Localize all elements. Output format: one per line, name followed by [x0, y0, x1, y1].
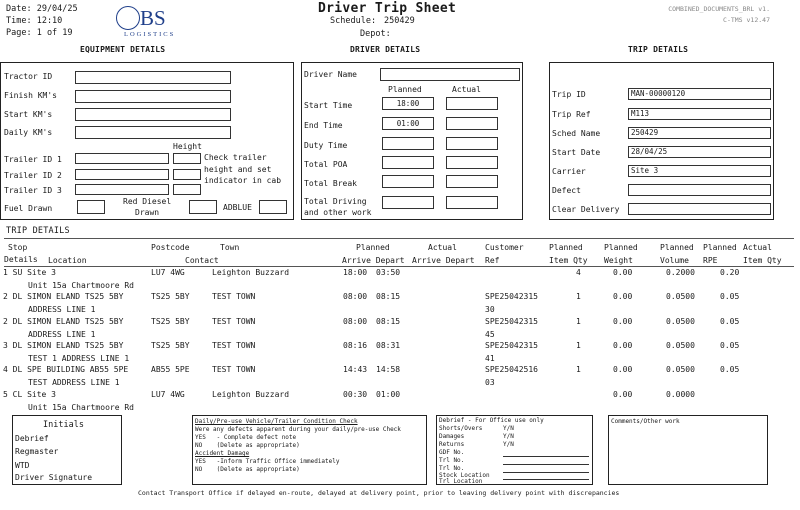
row-qty: 1	[576, 292, 581, 301]
row-town: TEST TOWN	[212, 317, 256, 326]
start-date-field[interactable]	[628, 146, 771, 158]
fuel-drawn-label: Fuel Drawn	[4, 204, 53, 213]
adblue-field[interactable]	[259, 200, 287, 214]
finish-kms-label: Finish KM's	[4, 91, 57, 100]
row-qty: 4	[576, 268, 581, 277]
row-arrive: 14:43	[343, 365, 368, 374]
trip-details-table-title: TRIP DETAILS	[6, 226, 70, 236]
tractor-id-label: Tractor ID	[4, 72, 53, 81]
col-actual-arrive-depart: Arrive Depart	[412, 256, 475, 265]
total-driving-label	[304, 196, 371, 218]
trip-ref-field[interactable]	[628, 108, 771, 120]
row-postcode: TS25 5BY	[151, 341, 190, 350]
equipment-panel	[0, 62, 294, 220]
schedule-value: 250429	[384, 16, 415, 26]
fuel-drawn-field[interactable]	[77, 200, 105, 214]
total-driving-label-line: and other work	[304, 208, 372, 217]
row-customer-ref: SPE25042516	[485, 365, 538, 374]
trl-location-label: Trl Location	[439, 478, 483, 485]
col-item-qty: Item Qty	[549, 256, 588, 265]
row-customer-ref-cont: 30	[485, 305, 495, 314]
initials-panel	[12, 415, 122, 485]
row-depart: 03:50	[376, 268, 401, 277]
comments-panel[interactable]	[608, 415, 768, 485]
defect-label: Defect	[552, 186, 581, 195]
row-town: TEST TOWN	[212, 365, 256, 374]
trailer-id-3-label: Trailer ID 3	[4, 186, 62, 195]
duty-time-actual-field[interactable]	[446, 137, 498, 150]
row-postcode: AB55 5PE	[151, 365, 190, 374]
trl-no-2-line[interactable]	[503, 472, 589, 473]
total-driving-actual-field[interactable]	[446, 196, 498, 209]
equipment-section-title: EQUIPMENT DETAILS	[80, 45, 166, 54]
col-actual: Actual	[428, 243, 457, 252]
row-weight: 0.00	[613, 292, 633, 301]
table-top-divider	[4, 238, 794, 239]
row-postcode: LU7 4WG	[151, 268, 185, 277]
row-qty: 1	[576, 341, 581, 350]
row-weight: 0.00	[613, 317, 633, 326]
row-rpe: 0.20	[720, 268, 740, 277]
total-break-planned-field[interactable]	[382, 175, 434, 188]
trl-no-1-line[interactable]	[503, 464, 589, 465]
trailer-id-1-field[interactable]	[75, 153, 169, 164]
damages-yn: Y/N	[503, 433, 514, 440]
table-header-divider	[4, 266, 794, 267]
total-poa-label: Total POA	[304, 160, 348, 169]
trip-id-value: MAN-00000120	[631, 89, 686, 98]
logo-sub-text: LOGISTICS	[124, 31, 176, 38]
start-date-label: Start Date	[552, 148, 601, 157]
row-depart: 08:15	[376, 292, 401, 301]
accident-damage-title: Accident Damage	[195, 450, 250, 457]
end-time-planned-field[interactable]	[382, 117, 434, 130]
tractor-id-field[interactable]	[75, 71, 231, 84]
col-planned-item: Planned	[549, 243, 583, 252]
row-address: TEST ADDRESS LINE 1	[28, 378, 120, 387]
row-depart: 14:58	[376, 365, 401, 374]
col-planned-volume: Planned	[660, 243, 694, 252]
row-town: TEST TOWN	[212, 341, 256, 350]
end-time-label: End Time	[304, 121, 343, 130]
row-depart: 01:00	[376, 390, 401, 399]
row-arrive: 18:00	[343, 268, 368, 277]
col-customer: Customer	[485, 243, 524, 252]
trailer-id-3-field[interactable]	[75, 184, 169, 195]
print-time: Time: 12:10	[6, 16, 63, 26]
row-customer-ref: SPE25042315	[485, 292, 538, 301]
row-volume: 0.0500	[666, 317, 695, 326]
trip-ref-value: M113	[631, 109, 650, 118]
row-depart: 08:31	[376, 341, 401, 350]
duty-time-planned-field[interactable]	[382, 137, 434, 150]
damages-label: Damages	[439, 433, 465, 440]
clear-delivery-label: Clear Delivery	[552, 205, 620, 214]
col-volume: Volume	[660, 256, 689, 265]
defect-field[interactable]	[628, 184, 771, 196]
col-actual-item: Actual	[743, 243, 772, 252]
initials-title: Initials	[43, 420, 84, 430]
condition-check-no: NO (Delete as appropriate)	[195, 442, 300, 449]
comments-title: Comments/Other work	[611, 418, 680, 425]
page-indicator: Page: 1 of 19	[6, 28, 73, 38]
row-stop: 2 DL SIMON ELAND TS25 5BY	[3, 317, 124, 326]
total-poa-planned-field[interactable]	[382, 156, 434, 169]
trailer-2-height-field[interactable]	[173, 169, 201, 180]
col-town: Town	[220, 243, 240, 252]
row-customer-ref-cont: 41	[485, 354, 495, 363]
row-volume: 0.0500	[666, 341, 695, 350]
print-date: Date: 29/04/25	[6, 4, 78, 14]
red-diesel-label	[123, 196, 171, 218]
document-code: COMBINED_DOCUMENTS_BRL v1.	[668, 5, 770, 13]
row-address: Unit 15a Chartmoore Rd	[28, 403, 134, 412]
condition-check-question: Were any defects apparent during your daily/pre-use Check	[195, 426, 401, 433]
gdf-label: GDF No.	[439, 449, 465, 456]
trailer-3-height-field[interactable]	[173, 184, 201, 195]
col-weight: Weight	[604, 256, 633, 265]
driver-name-field[interactable]	[380, 68, 520, 81]
col-planned: Planned	[356, 243, 390, 252]
row-rpe: 0.05	[720, 341, 740, 350]
returns-label: Returns	[439, 441, 465, 448]
trip-panel	[549, 62, 774, 220]
col-planned-rpe: Planned	[703, 243, 737, 252]
row-postcode: LU7 4WG	[151, 390, 185, 399]
row-stop: 3 DL SIMON ELAND TS25 5BY	[3, 341, 124, 350]
row-stop: 5 CL Site 3	[3, 390, 56, 399]
col-location: Location	[48, 256, 87, 265]
trip-section-title: TRIP DETAILS	[628, 45, 689, 54]
row-qty: 1	[576, 365, 581, 374]
trl-no-2-label: Trl No.	[439, 465, 465, 472]
total-break-label: Total Break	[304, 179, 357, 188]
driver-section-title: DRIVER DETAILS	[350, 45, 421, 54]
trailer-id-2-field[interactable]	[75, 169, 169, 180]
total-driving-label-line: Total Driving	[304, 197, 367, 206]
row-rpe: 0.05	[720, 292, 740, 301]
returns-yn: Y/N	[503, 441, 514, 448]
actual-column-label: Actual	[452, 85, 481, 94]
red-diesel-label-line: Red Diesel	[123, 197, 172, 206]
row-arrive: 08:00	[343, 292, 368, 301]
row-address: ADDRESS LINE 1	[28, 330, 96, 339]
end-time-planned-value: 01:00	[396, 119, 420, 128]
row-weight: 0.00	[613, 268, 633, 277]
height-check-note-line: Check trailer	[204, 153, 267, 162]
condition-check-title: Daily/Pre-use Vehicle/Trailer Condition Check	[195, 418, 358, 425]
col-contact: Contact	[185, 256, 219, 265]
accident-damage-no: NO (Delete as appropriate)	[195, 466, 300, 473]
row-customer-ref-cont: 45	[485, 330, 495, 339]
row-town: Leighton Buzzard	[212, 390, 290, 399]
contact-notice: Contact Transport Office if delayed en-route, delayed at delivery point, prior to leaving delivery point with discrepancies	[138, 489, 620, 497]
height-check-note-line: indicator in cab	[204, 176, 282, 185]
wtd-label: WTD	[15, 461, 30, 470]
company-logo	[116, 4, 178, 40]
row-rpe: 0.05	[720, 317, 740, 326]
planned-column-label: Planned	[388, 85, 422, 94]
trip-ref-label: Trip Ref	[552, 110, 591, 119]
clear-delivery-field[interactable]	[628, 203, 771, 215]
driver-name-label: Driver Name	[304, 70, 357, 79]
sched-name-value: 250429	[631, 128, 659, 137]
page-title: Driver Trip Sheet	[318, 1, 457, 16]
row-customer-ref: SPE25042315	[485, 317, 538, 326]
trl-no-1-label: Trl No.	[439, 457, 465, 464]
row-address: Unit 15a Chartmoore Rd	[28, 281, 134, 290]
logo-ring-icon	[116, 6, 140, 30]
col-planned-weight: Planned	[604, 243, 638, 252]
carrier-value: Site 3	[631, 166, 659, 175]
debrief-label: Debrief	[15, 434, 49, 443]
daily-kms-label: Daily KM's	[4, 128, 53, 137]
row-stop: 2 DL SIMON ELAND TS25 5BY	[3, 292, 124, 301]
accident-damage-yes: YES -Inform Traffic Office immediately	[195, 458, 340, 465]
row-volume: 0.0500	[666, 292, 695, 301]
row-volume: 0.0500	[666, 365, 695, 374]
row-rpe: 0.05	[720, 365, 740, 374]
shorts-overs-yn: Y/N	[503, 425, 514, 432]
office-debrief-panel	[436, 415, 593, 485]
row-stop: 4 DL SPE BUILDING AB55 5PE	[3, 365, 129, 374]
driver-panel	[301, 62, 523, 220]
row-arrive: 00:30	[343, 390, 368, 399]
height-check-note	[204, 152, 281, 187]
trip-id-label: Trip ID	[552, 90, 586, 99]
red-diesel-label-line: Drawn	[135, 208, 160, 217]
start-kms-field[interactable]	[75, 108, 231, 121]
duty-time-label: Duty Time	[304, 141, 348, 150]
row-volume: 0.2000	[666, 268, 695, 277]
total-poa-actual-field[interactable]	[446, 156, 498, 169]
col-ref: Ref	[485, 256, 500, 265]
row-address: TEST 1 ADDRESS LINE 1	[28, 354, 130, 363]
col-rpe: RPE	[703, 256, 718, 265]
row-town: TEST TOWN	[212, 292, 256, 301]
sched-name-label: Sched Name	[552, 129, 601, 138]
start-time-label: Start Time	[304, 101, 353, 110]
driver-signature-label: Driver Signature	[15, 473, 93, 482]
col-planned-arrive-depart: Arrive Depart	[342, 256, 405, 265]
start-time-planned-field[interactable]	[382, 97, 434, 110]
height-label: Height	[173, 142, 202, 151]
row-address: ADDRESS LINE 1	[28, 305, 96, 314]
shorts-overs-label: Shorts/Overs	[439, 425, 483, 432]
trailer-1-height-field[interactable]	[173, 153, 201, 164]
carrier-label: Carrier	[552, 167, 586, 176]
trailer-id-2-label: Trailer ID 2	[4, 171, 62, 180]
end-time-actual-field[interactable]	[446, 117, 498, 130]
row-town: Leighton Buzzard	[212, 268, 290, 277]
row-arrive: 08:00	[343, 317, 368, 326]
row-customer-ref: SPE25042315	[485, 341, 538, 350]
row-weight: 0.00	[613, 341, 633, 350]
row-depart: 08:15	[376, 317, 401, 326]
condition-check-yes: YES - Complete defect note	[195, 434, 297, 441]
height-check-note-line: height and set	[204, 164, 272, 174]
trip-id-field[interactable]	[628, 88, 771, 100]
start-date-value: 28/04/25	[631, 147, 668, 156]
schedule-label: Schedule:	[330, 16, 377, 26]
logo-main-text: BS	[140, 6, 166, 30]
regmaster-label: Regmaster	[15, 447, 59, 456]
row-arrive: 08:16	[343, 341, 368, 350]
adblue-label: ADBLUE	[223, 203, 252, 212]
row-weight: 0.00	[613, 365, 633, 374]
office-debrief-title: Debrief - For Office use only	[439, 417, 544, 424]
col-actual-item-qty: Item Qty	[743, 256, 782, 265]
start-time-actual-field[interactable]	[446, 97, 498, 110]
row-customer-ref-cont: 03	[485, 378, 495, 387]
row-volume: 0.0000	[666, 390, 695, 399]
row-qty: 1	[576, 317, 581, 326]
start-time-planned-value: 18:00	[396, 99, 420, 108]
stock-location-label: Stock Location	[439, 472, 490, 479]
start-kms-label: Start KM's	[4, 110, 53, 119]
daily-kms-field[interactable]	[75, 126, 231, 139]
total-break-actual-field[interactable]	[446, 175, 498, 188]
row-postcode: TS25 5BY	[151, 317, 190, 326]
row-weight: 0.00	[613, 390, 633, 399]
red-diesel-field[interactable]	[189, 200, 217, 214]
system-version: C-TMS v12.47	[723, 16, 770, 24]
gdf-line[interactable]	[503, 456, 589, 457]
trailer-id-1-label: Trailer ID 1	[4, 155, 62, 164]
col-postcode: Postcode	[151, 243, 190, 252]
condition-check-panel	[192, 415, 427, 485]
depot-label: Depot:	[360, 29, 391, 39]
col-stop: Stop	[8, 243, 28, 252]
stock-location-line[interactable]	[503, 479, 589, 480]
total-driving-planned-field[interactable]	[382, 196, 434, 209]
carrier-field[interactable]	[628, 165, 771, 177]
finish-kms-field[interactable]	[75, 90, 231, 103]
col-details: Details	[4, 255, 38, 264]
row-stop: 1 SU Site 3	[3, 268, 56, 277]
row-postcode: TS25 5BY	[151, 292, 190, 301]
sched-name-field[interactable]	[628, 127, 771, 139]
